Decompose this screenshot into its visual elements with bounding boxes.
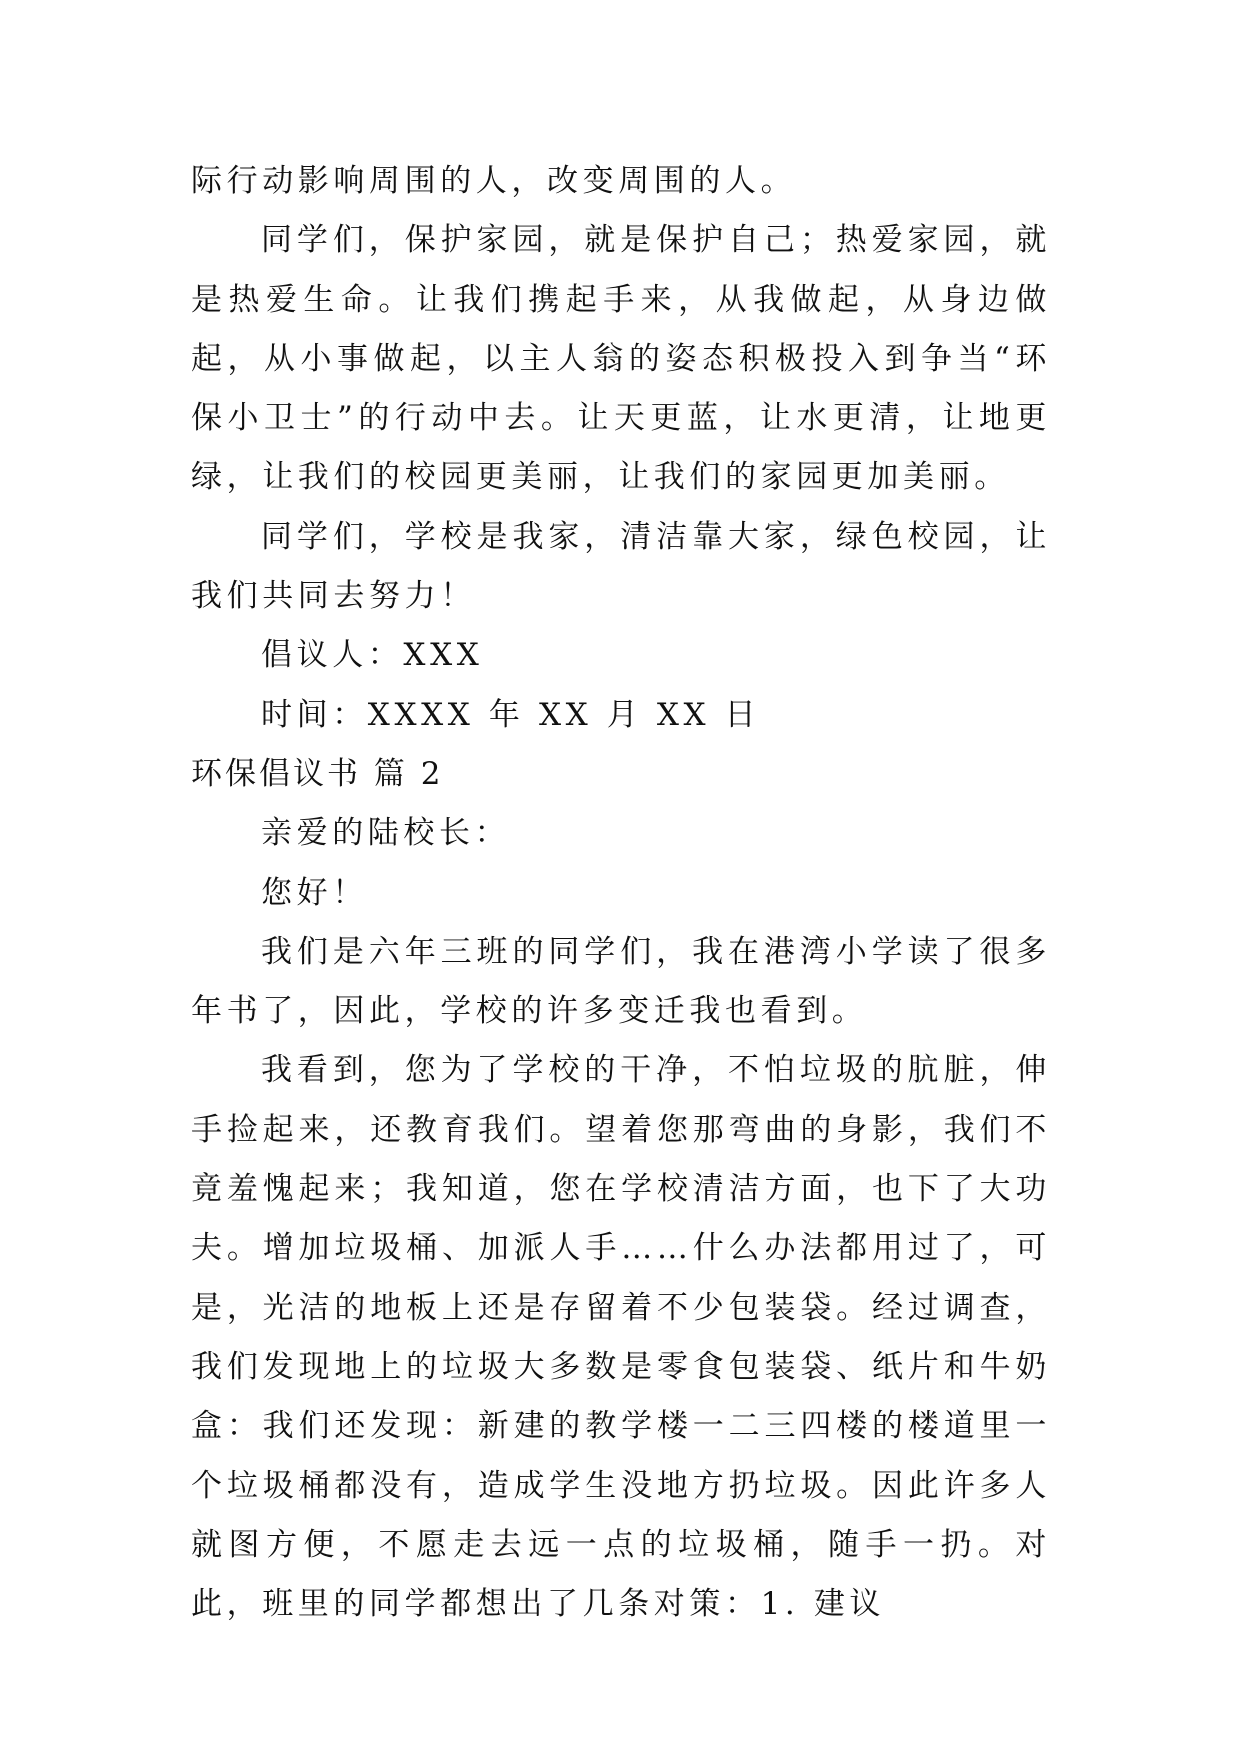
- paragraph-protect-home: 同学们，保护家园，就是保护自己；热爱家园，就是热爱生命。让我们携起手来，从我做起，从身边做起，从小事做起，以主人翁的姿态积极投入到争当“环保小卫士”的行动中去。让天更蓝，让水更清，让地更绿，让我们的校园更美丽，让我们的家园更加美丽。: [191, 222, 1051, 496]
- paragraph-school-home: 同学们，学校是我家，清洁靠大家，绿色校园，让我们共同去努力！: [191, 518, 1051, 615]
- proposer-line: 倡议人：XXX: [261, 637, 484, 674]
- section-title: 环保倡议书 篇 2: [191, 755, 444, 792]
- letter-greeting: 您好！: [261, 874, 368, 911]
- letter-intro-paragraph: 我们是六年三班的同学们，我在港湾小学读了很多年书了，因此，学校的许多变迁我也看到。: [191, 933, 1051, 1030]
- date-line: 时间：XXXX 年 XX 月 XX 日: [261, 696, 761, 733]
- letter-salutation: 亲爱的陆校长：: [261, 815, 511, 852]
- letter-main-paragraph: 我看到，您为了学校的干净，不怕垃圾的肮脏，伸手捡起来，还教育我们。望着您那弯曲的身影，我们不竟羞愧起来；我知道，您在学校清洁方面，也下了大功夫。增加垃圾桶、加派人手……什么办法都用过了，可是，光洁的地板上还是存留着不少包装袋。经过调查，我们发现地上的垃圾大多数是零食包装袋、纸片和牛奶盒：我们还发现：新建的教学楼一二三四楼的楼道里一个垃圾桶都没有，造成学生没地方扔垃圾。因此许多人就图方便，不愿走去远一点的垃圾桶，随手一扔。对此，班里的同学都想出了几条对策：1. 建议: [191, 1052, 1051, 1623]
- document-body: [191, 152, 1051, 1634]
- paragraph-continued: 际行动影响周围的人，改变周围的人。: [191, 163, 797, 199]
